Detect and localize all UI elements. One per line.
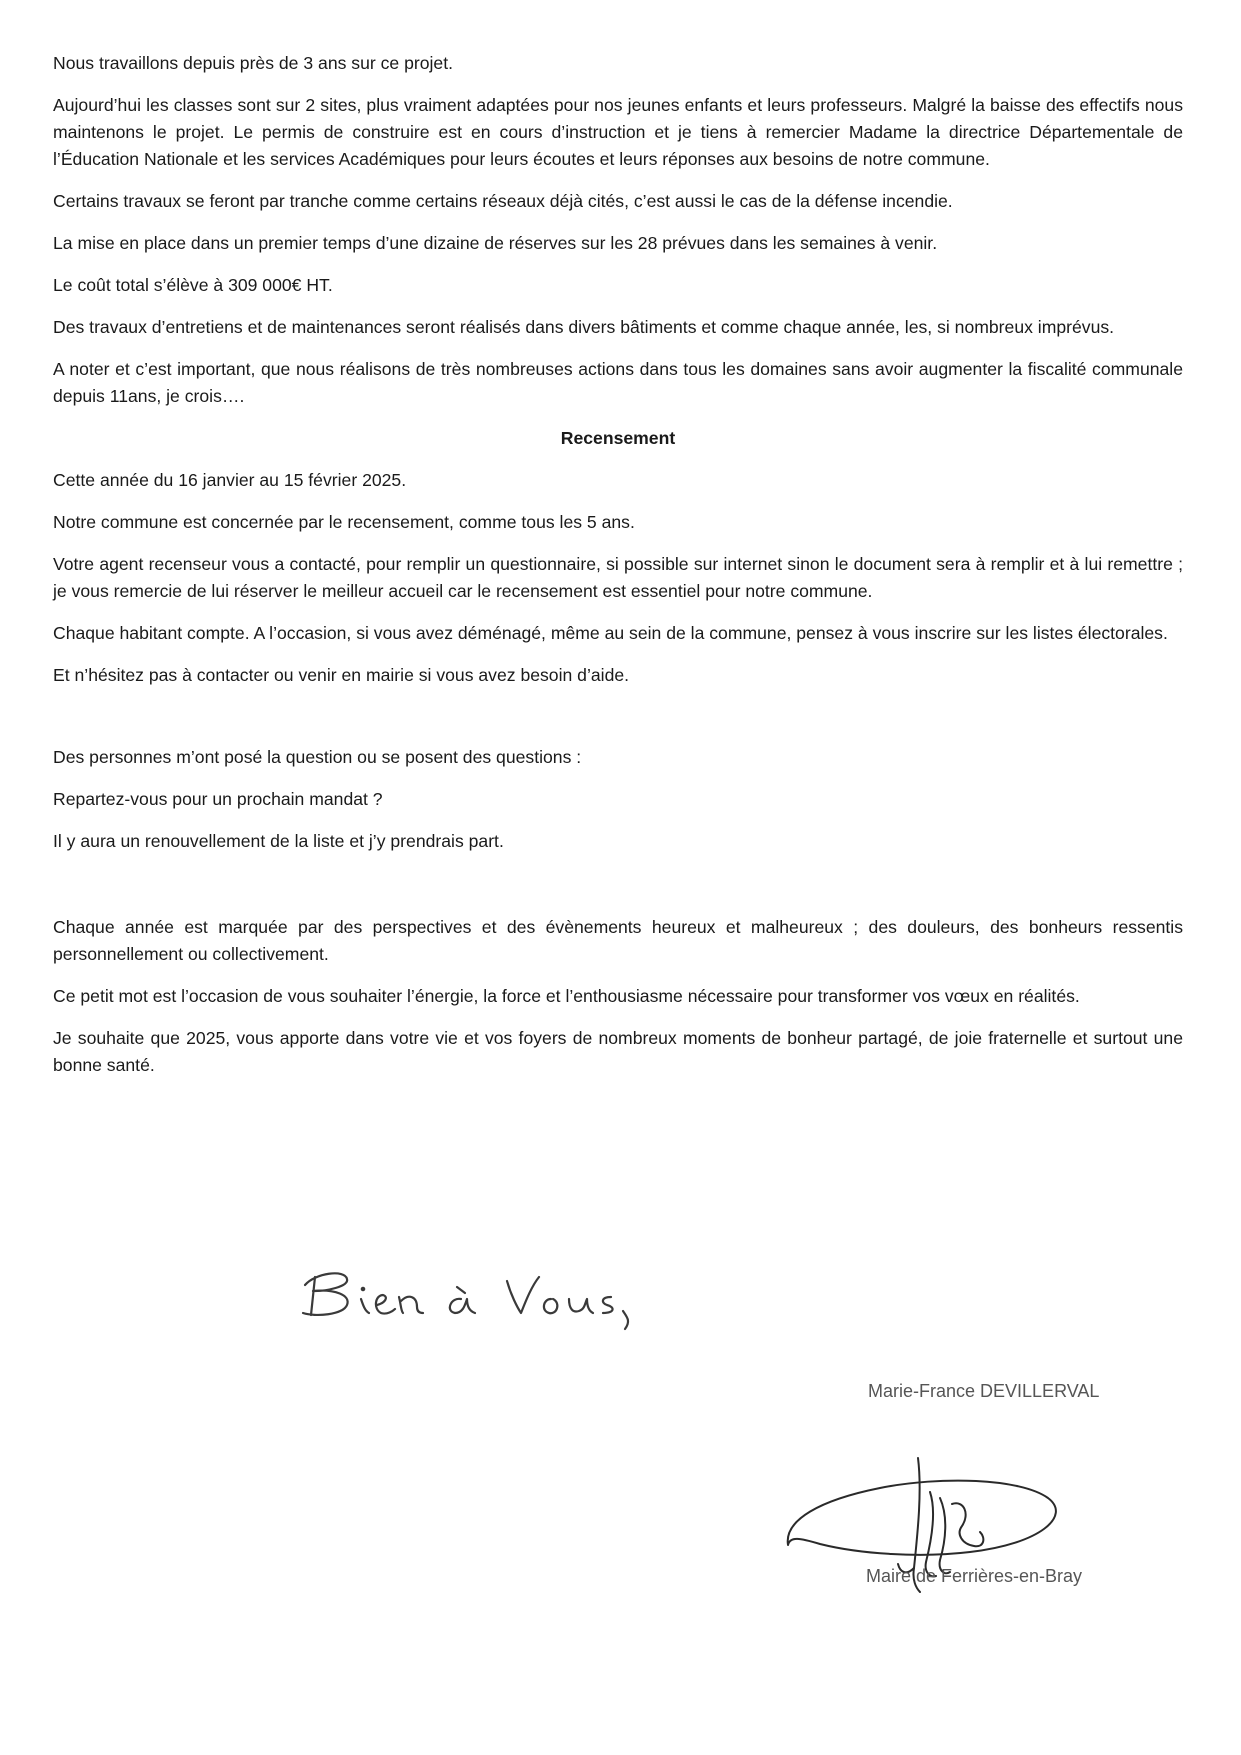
spacer: [53, 704, 1183, 744]
paragraph-wishes-2025: Je souhaite que 2025, vous apporte dans votre vie et vos foyers de nombreux moments de bonheur partagé, de joie fraternelle et surtout une bonne santé.: [53, 1028, 1183, 1075]
signer-title: Maire de Ferrières-en-Bray: [866, 1566, 1083, 1586]
paragraph-census-agent: Votre agent recenseur vous a contacté, pour remplir un questionnaire, si possible sur internet sinon le document sera à remplir et à lui remettre ; je vous remercie de lui réserver le meilleur accueil car le recensement est essentiel pour notre commune.: [53, 554, 1183, 601]
paragraph-reserves: La mise en place dans un premier temps d’une dizaine de réserves sur les 28 prévues dans les semaines à venir.: [53, 233, 938, 253]
letter-body: [53, 50, 1183, 1094]
paragraph-questions-intro: Des personnes m’ont posé la question ou se posent des questions :: [53, 747, 582, 767]
section-heading-recensement: Recensement: [560, 428, 676, 448]
handwritten-sign-off: [285, 1255, 685, 1345]
paragraph-works-tranche: Certains travaux se feront par tranche comme certains réseaux déjà cités, c’est aussi le cas de la défense incendie.: [53, 191, 953, 211]
paragraph-year-perspectives: Chaque année est marquée par des perspectives et des évènements heureux et malheureux ; des douleurs, des bonheurs ressentis personnellement ou collectivement.: [53, 917, 1183, 964]
paragraph-fiscal-note: A noter et c’est important, que nous réalisons de très nombreuses actions dans tous les domaines sans avoir augmenter la fiscalité communale depuis 11ans, je crois….: [53, 359, 1183, 406]
paragraph-census-help: Et n’hésitez pas à contacter ou venir en mairie si vous avez besoin d’aide.: [53, 665, 630, 685]
paragraph-school-sites: Aujourd’hui les classes sont sur 2 sites, plus vraiment adaptées pour nos jeunes enfants et leurs professeurs. Malgré la baisse des effectifs nous maintenons le projet. Le permis de construire est en cours d’instruction et je tiens à remercier Madame la directrice Départementale de l’Éducation Nationale et les services Académiques pour leurs écoutes et leurs réponses aux besoins de notre commune.: [53, 95, 1183, 169]
paragraph-answer-renewal: Il y aura un renouvellement de la liste et j’y prendrais part.: [53, 831, 504, 851]
paragraph-census-electoral: Chaque habitant compte. A l’occasion, si vous avez déménagé, même au sein de la commune, pensez à vous inscrire sur les listes électorales.: [53, 623, 1168, 643]
paragraph-maintenance: Des travaux d’entretiens et de maintenances seront réalisés dans divers bâtiments et comme chaque année, les, si nombreux imprévus.: [53, 317, 1115, 337]
paragraph-total-cost: Le coût total s’élève à 309 000€ HT.: [53, 275, 333, 295]
spacer: [53, 870, 1183, 914]
paragraph-question-mandate: Repartez-vous pour un prochain mandat ?: [53, 789, 383, 809]
paragraph-project-duration: Nous travaillons depuis près de 3 ans sur ce projet.: [53, 53, 453, 73]
signer-name: Marie-France DEVILLERVAL: [868, 1381, 1100, 1401]
paragraph-census-commune: Notre commune est concernée par le recensement, comme tous les 5 ans.: [53, 512, 635, 532]
paragraph-wishes-energy: Ce petit mot est l’occasion de vous souhaiter l’énergie, la force et l’enthousiasme nécessaire pour transformer vos vœux en réalités.: [53, 986, 1080, 1006]
paragraph-census-dates: Cette année du 16 janvier au 15 février 2025.: [53, 470, 407, 490]
